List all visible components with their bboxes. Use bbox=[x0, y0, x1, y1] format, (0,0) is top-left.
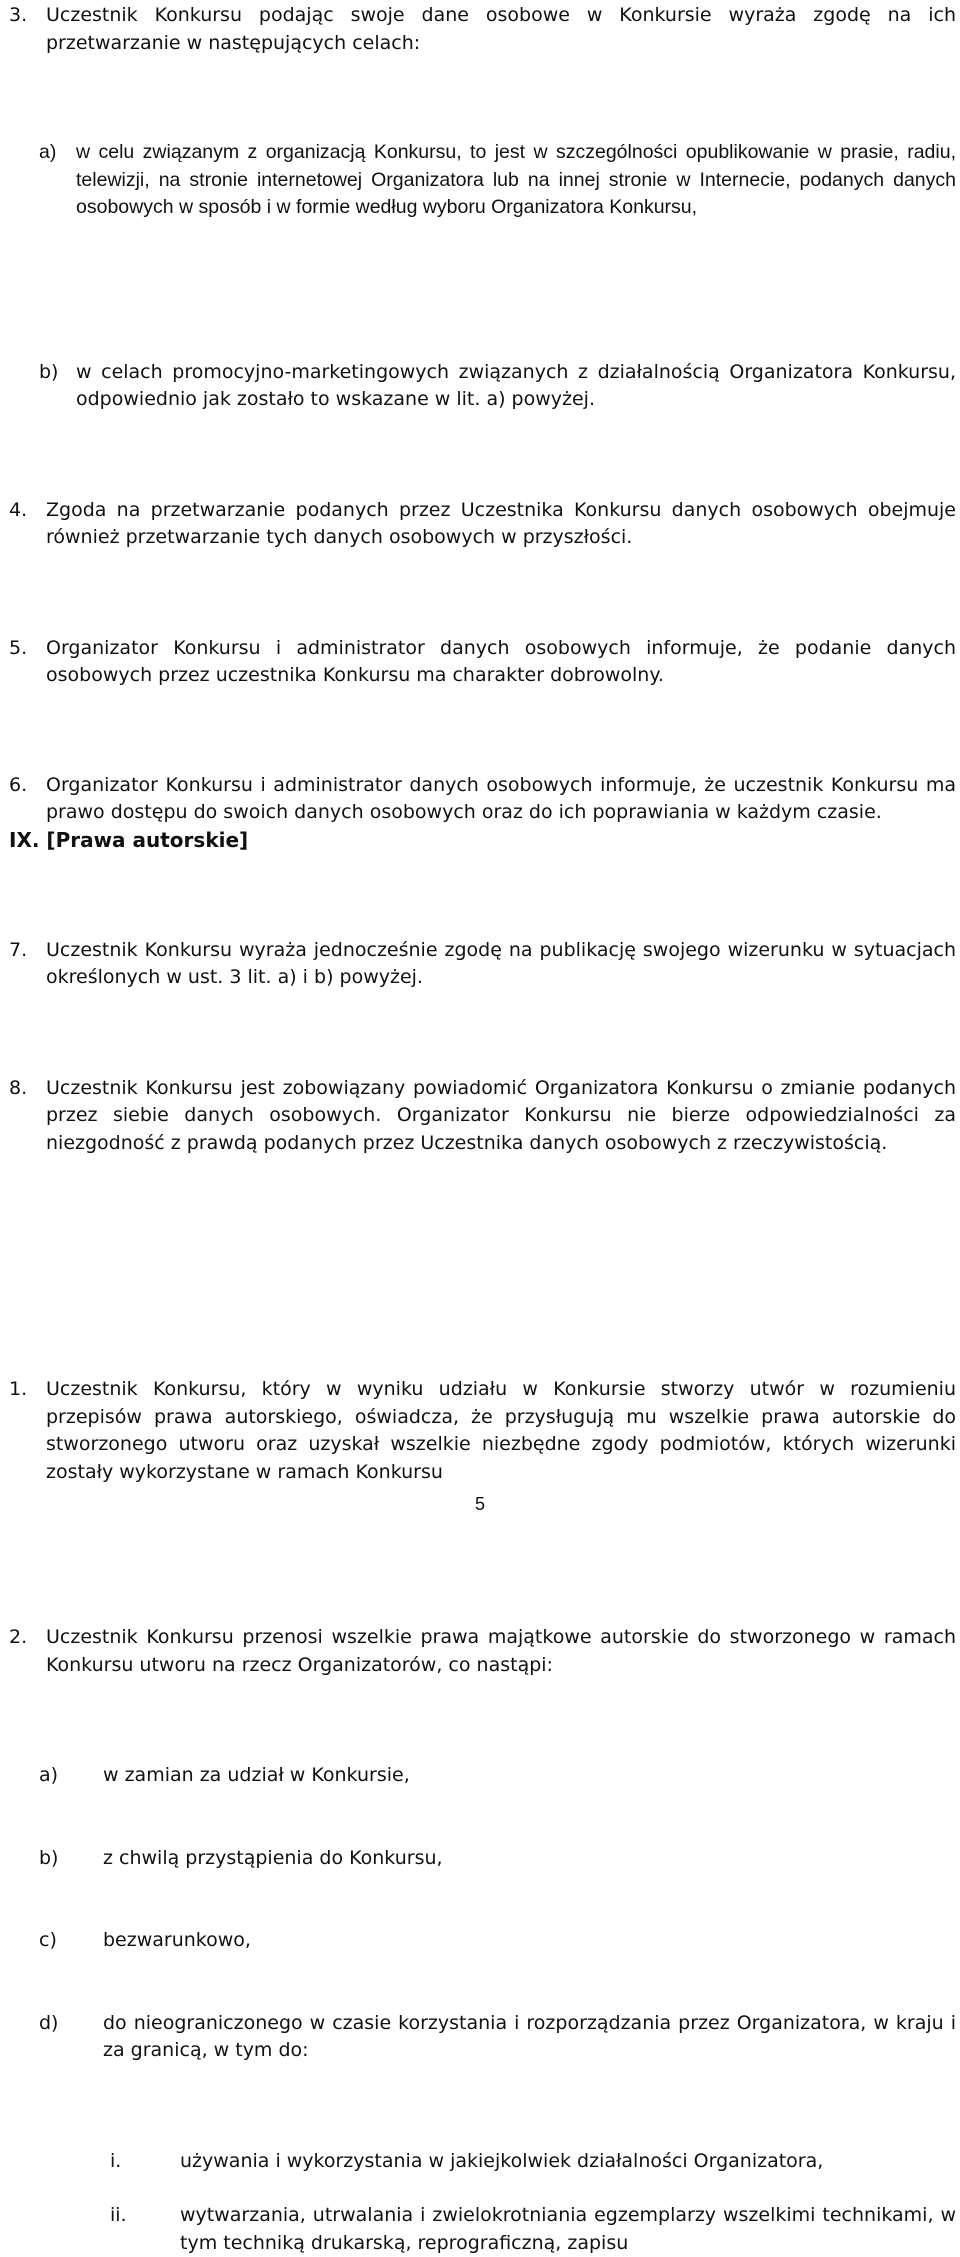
list-item bbox=[0, 1762, 956, 1790]
paragraph-3b bbox=[39, 359, 956, 414]
paragraph-number: 3. bbox=[9, 4, 28, 26]
paragraph-text: Uczestnik Konkursu przenosi wszelkie prawa majątkowe autorskie do stworzonego w ramach Konkursu utworu na rzecz Organizatorów, co nastąpi: bbox=[46, 1626, 956, 1676]
section-heading: IX. [Prawa autorskie] bbox=[9, 828, 249, 852]
list-text: z chwilą przystąpienia do Konkursu, bbox=[103, 1846, 443, 1869]
paragraph-text: Uczestnik Konkursu, który w wyniku udziału w Konkursie stworzy utwór w rozumieniu przepisów prawa autorskiego, oświadcza, że przysługują mu wszelkie prawa autorskie do stworzonego utworu oraz uzyskał wszelkie niezbędne zgody podmiotów, których wizerunki zostały wykorzystane w ramach Konkursu bbox=[46, 1378, 956, 1483]
sub-text: w celu związanym z organizacją Konkursu, to jest w szczególności opublikowanie w prasie, radiu, telewizji, na stronie internetowej Organizatora lub na innej stronie w Internecie, podanych danych osobowych w sposób i w formie według wyboru Organizatora Konkursu, bbox=[76, 141, 956, 218]
roman-list-item bbox=[0, 2202, 956, 2257]
paragraph-number: 7. bbox=[9, 938, 28, 961]
paragraph-3 bbox=[9, 2, 956, 57]
paragraph-4 bbox=[9, 497, 956, 552]
roman-label: i. bbox=[110, 2149, 122, 2172]
roman-text: używania i wykorzystania w jakiejkolwiek działalności Organizatora, bbox=[180, 2149, 824, 2172]
paragraph-5 bbox=[9, 635, 956, 690]
list-label: c) bbox=[39, 1929, 57, 1951]
section9-paragraph-2 bbox=[9, 1624, 956, 1679]
list-item bbox=[0, 1845, 956, 1873]
sub-label: a) bbox=[39, 141, 57, 163]
roman-label: ii. bbox=[110, 2204, 127, 2226]
paragraph-number: 1. bbox=[9, 1378, 28, 1400]
list-label: d) bbox=[39, 2011, 59, 2034]
list-text: bezwarunkowo, bbox=[103, 1929, 251, 1951]
paragraph-number: 2. bbox=[9, 1626, 28, 1648]
paragraph-number: 8. bbox=[9, 1076, 28, 1099]
roman-list-item bbox=[0, 2148, 956, 2176]
paragraph-7 bbox=[9, 937, 956, 992]
list-text: do nieograniczonego w czasie korzystania i rozporządzania przez Organizatora, w kraju i za granicą, w tym do: bbox=[103, 2011, 956, 2061]
paragraph-text: Uczestnik Konkursu jest zobowiązany powiadomić Organizatora Konkursu o zmianie podanych przez siebie danych osobowych. Organizator Konkursu nie bierze odpowiedzialności za niezgodność z prawdą podanych przez Uczestnika danych osobowych z rzeczywistością. bbox=[46, 1076, 956, 1154]
list-text: w zamian za udział w Konkursie, bbox=[103, 1764, 410, 1786]
paragraph-text: Organizator Konkursu i administrator danych osobowych informuje, że podanie danych osobowych przez uczestnika Konkursu ma charakter dobrowolny. bbox=[46, 636, 956, 686]
paragraph-number: 6. bbox=[9, 773, 28, 796]
paragraph-6 bbox=[9, 772, 956, 827]
list-label: a) bbox=[39, 1764, 59, 1786]
sub-label: b) bbox=[39, 360, 59, 383]
page-number: 5 bbox=[474, 1494, 485, 1514]
paragraph-number: 4. bbox=[9, 498, 28, 521]
sub-text: w celach promocyjno-marketingowych związanych z działalnością Organizatora Konkursu, odpowiednio jak zostało to wskazane w lit. a) powyżej. bbox=[76, 360, 956, 410]
paragraph-text: Uczestnik Konkursu wyraża jednocześnie zgodę na publikację swojego wizerunku w sytuacjach określonych w ust. 3 lit. a) i b) powyżej. bbox=[46, 938, 956, 988]
paragraph-text: Uczestnik Konkursu podając swoje dane osobowe w Konkursie wyraża zgodę na ich przetwarzanie w następujących celach: bbox=[46, 4, 956, 54]
list-item bbox=[0, 1927, 956, 1955]
section9-paragraph-1 bbox=[9, 1376, 956, 1486]
paragraph-8 bbox=[9, 1075, 956, 1158]
paragraph-3a bbox=[39, 139, 956, 222]
list-label: b) bbox=[39, 1846, 59, 1869]
paragraph-text: Organizator Konkursu i administrator danych osobowych informuje, że uczestnik Konkursu ma prawo dostępu do swoich danych osobowych oraz do ich poprawiania w każdym czasie. bbox=[46, 773, 956, 823]
list-item bbox=[0, 2010, 956, 2065]
paragraph-number: 5. bbox=[9, 636, 28, 659]
paragraph-text: Zgoda na przetwarzanie podanych przez Uczestnika Konkursu danych osobowych obejmuje również przetwarzanie tych danych osobowych w przyszłości. bbox=[46, 498, 956, 548]
roman-text: wytwarzania, utrwalania i zwielokrotniania egzemplarzy wszelkimi technikami, w tym techniką drukarską, reprograficzną, zapisu bbox=[180, 2204, 956, 2254]
